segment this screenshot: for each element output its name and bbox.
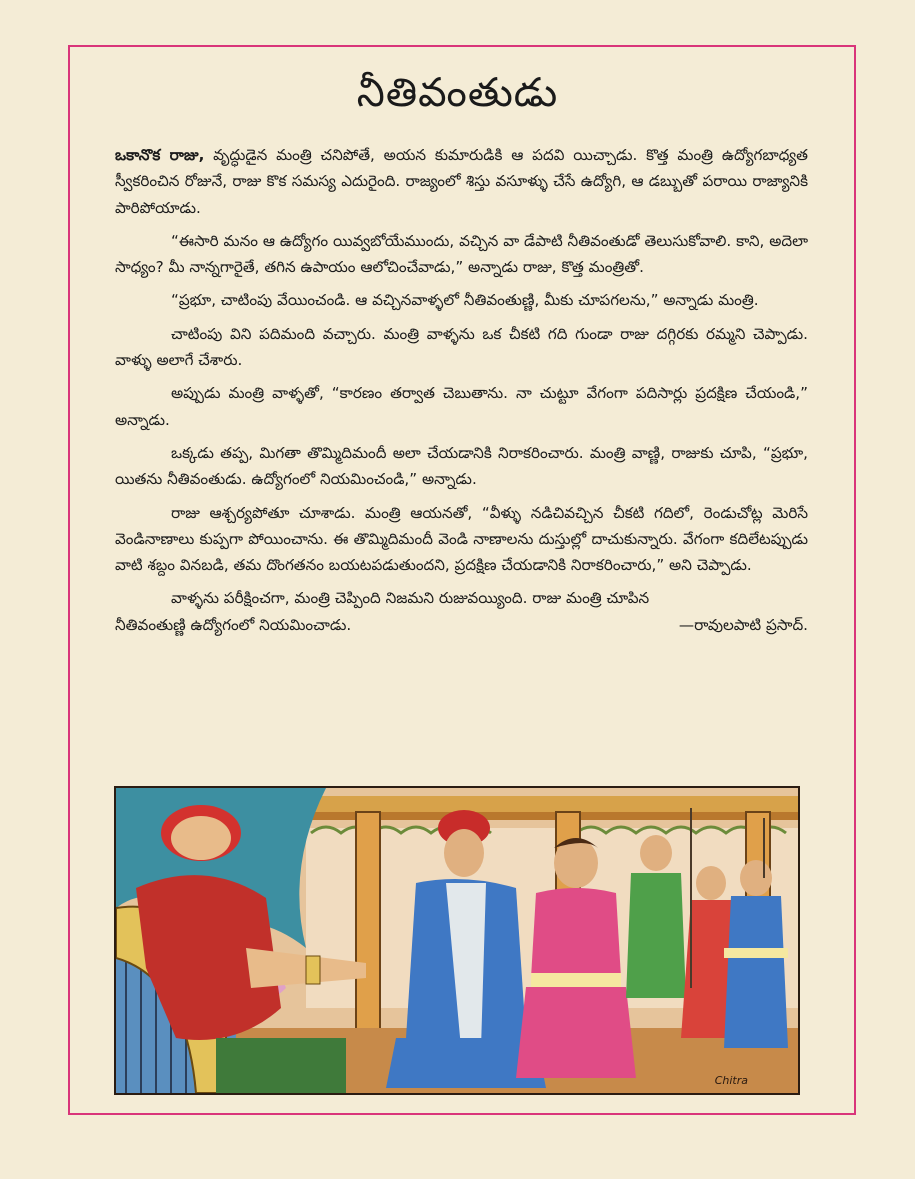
closing-line [115, 612, 808, 638]
paragraph-lead: ఒకానొక రాజు, [115, 146, 205, 164]
story-title: నీతివంతుడు [356, 70, 559, 116]
paragraph-7: రాజు ఆశ్చర్యపోతూ చూశాడు. మంత్రి ఆయనతో, “వీళ్ళు నడిచివచ్చిన చీకటి గదిలో, రెండుచోట్ల మెరిసే వెండినాణాలు కుప్పగా పోయించాను. ఈ తొమ్మిదిమందీ వెండి నాణాలను దుస్తుల్లో దాచుకున్నారు. వేగంగా కదిలేటప్పుడు వాటి శబ్దం వినబడి, తమ దొంగతనం బయటపడుతుందని, ప్రదక్షిణ చేయడానికి నిరాకరించారు,” అని చెప్పాడు. [115, 503, 808, 575]
story-body [115, 142, 808, 638]
story-illustration [114, 786, 800, 1095]
paragraph-5: అప్పుడు మంత్రి వాళ్ళతో, “కారణం తర్వాత చెబుతాను. నా చుట్టూ వేగంగా పదిసార్లు ప్రదక్షిణ చేయండి,” అన్నాడు. [115, 384, 808, 429]
paragraph-3: “ప్రభూ, చాటింపు వేయించండి. ఆ వచ్చినవాళ్ళలో నీతివంతుణ్ణి, మీకు చూపగలను,” అన్నాడు మంత్రి. [171, 291, 759, 310]
paragraph-6: ఒక్కడు తప్ప, మిగతా తొమ్మిదిమందీ అలా చేయడానికి నిరాకరించారు. మంత్రి వాణ్ణి, రాజుకు చూపి, “ప్రభూ, యితను నీతివంతుడు. ఉద్యోగంలో నియమించండి,” అన్నాడు. [115, 443, 808, 489]
artist-signature: Chitra [714, 1074, 748, 1087]
paragraph-1 [115, 142, 808, 221]
last-line: నీతివంతుణ్ణి ఉద్యోగంలో నియమించాడు. [115, 615, 352, 634]
paragraph-4: చాటింపు విని పదిమంది వచ్చారు. మంత్రి వాళ్ళను ఒక చీకటి గది గుండా రాజు దగ్గిరకు రమ్మని చెప్పాడు. వాళ్ళు అలాగే చేశారు. [115, 324, 808, 370]
paragraph-text: వృద్ధుడైన మంత్రి చనిపోతే, అయన కుమారుడికి ఆ పదవి యిచ్చాడు. కొత్త మంత్రి ఉద్యోగబాధ్యత స్వీకరించిన రోజునే, రాజు కొక సమస్య ఎదురైంది. రాజ్యంలో శిస్తు వసూళ్ళు చేసే ఉద్యోగి, ఆ డబ్బుతో పరాయి రాజ్యానికి పారిపోయాడు. [115, 146, 808, 217]
author-credit: —రావులపాటి ప్రసాద్. [678, 615, 808, 634]
paragraph-8: వాళ్ళను పరీక్షించగా, మంత్రి చెప్పింది నిజమని రుజువయ్యింది. రాజు మంత్రి చూపిన [171, 589, 650, 608]
court-scene-image [116, 788, 798, 1093]
paragraph-2: “ఈసారి మనం ఆ ఉద్యోగం యివ్వబోయేముందు, వచ్చిన వా డేపాటి నీతివంతుడో తెలుసుకోవాలి. కాని, అదెలా సాధ్యం? మీ నాన్నగారైతే, తగిన ఉపాయం ఆలోచించేవాడు,” అన్నాడు రాజు, కొత్త మంత్రితో. [115, 231, 808, 277]
